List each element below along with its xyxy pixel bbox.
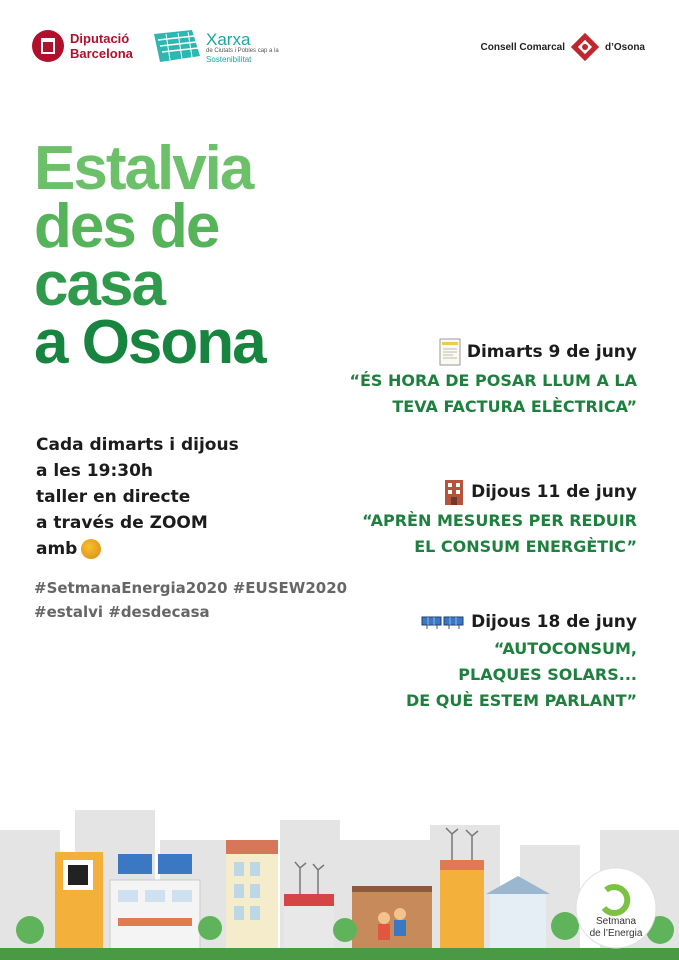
diputacio-name: Diputació Barcelona bbox=[70, 31, 133, 61]
inspira-globe-icon bbox=[81, 539, 101, 559]
diputacio-logo bbox=[32, 30, 133, 62]
event-title: “APRÈN MESURES PER REDUIR EL CONSUM ENERGÈTIC” bbox=[362, 511, 637, 556]
xarxa-subtitle: de Ciutats i Pobles cap a la bbox=[206, 47, 279, 54]
badge-line-1: Setmana bbox=[595, 916, 637, 927]
headline-line: Estalvia bbox=[34, 134, 253, 203]
hashtags: #SetmanaEnergia2020 #EUSEW2020 #estalvi #desdecasa bbox=[34, 579, 348, 621]
diputacio-seal-icon bbox=[32, 30, 64, 62]
brick-building bbox=[352, 890, 432, 952]
xarxa-subtitle-2: Sostenibilitat bbox=[206, 54, 252, 64]
xarxa-logo bbox=[152, 30, 279, 64]
xarxa-title: Xarxa bbox=[206, 29, 251, 49]
badge-line-2: de l’Energia bbox=[589, 928, 643, 939]
solar-panels-icon bbox=[421, 614, 465, 630]
event-2 bbox=[362, 478, 637, 560]
consell-comarcal-logo: Consell Comarcal d’Osona bbox=[481, 31, 646, 63]
event-title: “AUTOCONSUM, PLAQUES SOLARS... DE QUÈ ESTEM PARLANT” bbox=[405, 639, 637, 710]
event-date: Dimarts 9 de juny bbox=[466, 342, 637, 362]
consell-emblem-icon bbox=[569, 31, 601, 63]
headline-line: a Osona bbox=[34, 308, 265, 377]
headline-line: casa bbox=[34, 250, 164, 319]
event-3 bbox=[406, 610, 637, 714]
event-date: Dijous 18 de juny bbox=[471, 612, 637, 632]
intro-text: Cada dimarts i dijous a les 19:30h taller en directe a través de ZOOM amb bbox=[36, 435, 239, 559]
headline-line: des de bbox=[34, 192, 219, 261]
event-1 bbox=[349, 338, 637, 420]
event-title: “ÉS HORA DE POSAR LLUM A LA TEVA FACTURA ELÈCTRICA” bbox=[349, 371, 637, 416]
orange-tower bbox=[440, 860, 484, 952]
city-illustration bbox=[0, 790, 679, 960]
house bbox=[490, 892, 546, 952]
building-icon bbox=[443, 478, 465, 506]
invoice-icon bbox=[439, 338, 461, 366]
xarxa-mark-icon bbox=[152, 30, 202, 64]
headline bbox=[34, 134, 265, 377]
solar-panel bbox=[158, 854, 192, 874]
event-date: Dijous 11 de juny bbox=[471, 482, 637, 502]
solar-panel bbox=[118, 854, 152, 874]
